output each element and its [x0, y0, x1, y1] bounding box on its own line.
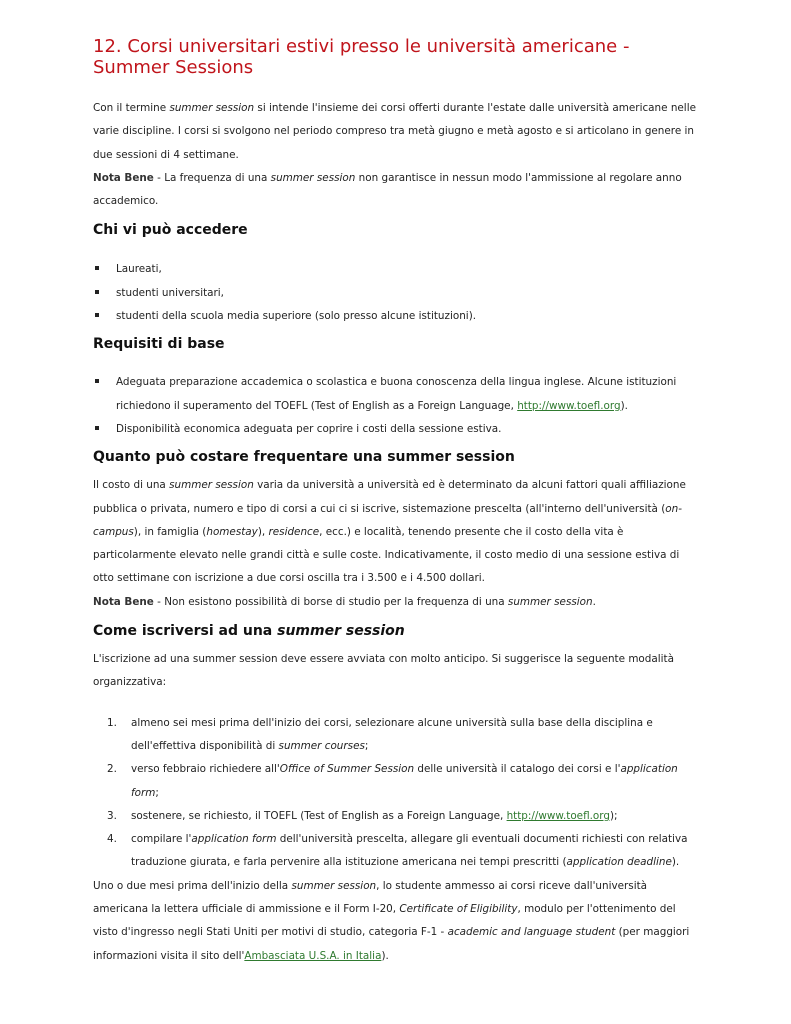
nota-bene-1: Nota Bene - La frequenza di una summer session non garantisce in nessun modo l'ammissione al regolare anno accademico. — [93, 171, 682, 208]
list-item: studenti della scuola media superiore (solo presso alcune istituzioni). — [93, 305, 701, 328]
heading-chi-vi-puo-accedere: Chi vi può accedere — [93, 222, 248, 239]
heading-costo: Quanto può costare frequentare una summer session — [93, 449, 515, 466]
embassy-link[interactable]: Ambasciata U.S.A. in Italia — [244, 949, 382, 962]
enrollment-steps — [93, 712, 701, 875]
list-item: studenti universitari, — [93, 282, 701, 305]
list-item: 4. compilare l'application form dell'università prescelta, allegare gli eventuali documenti richiesti con relativa traduzione giurata, e farla pervenire alla istituzione americana nei tempi prescritti (application deadline). — [107, 833, 688, 869]
closing-paragraph: Uno o due mesi prima dell'inizio della summer session, lo studente ammesso ai corsi riceve dall'università americana la lettera ufficiale di ammissione e il Form I-20, Certificate of Eligibility, modulo per l'ottenimento del visto d'ingresso negli Stati Uniti per motivi di studio, categoria F-1 - academic and language student (per maggiori informazioni visita il sito dell'Ambasciata U.S.A. in Italia). — [93, 879, 690, 962]
list-item: 3. sostenere, se richiesto, il TOEFL (Test of English as a Foreign Language, http://www.toefl.org); — [107, 809, 618, 822]
list-item: 2. verso febbraio richiedere all'Office of Summer Session delle università il catalogo dei corsi e l'application form; — [107, 763, 678, 799]
nota-bene-2: Nota Bene - Non esistono possibilità di borse di studio per la frequenza di una summer session. — [93, 595, 596, 608]
heading-come-iscriversi: Come iscriversi ad una summer session — [93, 623, 405, 640]
list-item: 1. almeno sei mesi prima dell'inizio dei corsi, selezionare alcune università sulla base della disciplina e dell'effettiva disponibilità di summer courses; — [107, 716, 653, 752]
toefl-link-2[interactable]: http://www.toefl.org — [506, 809, 610, 822]
enrollment-intro: L'iscrizione ad una summer session deve essere avviata con molto anticipo. Si suggerisce la seguente modalità organizzativa: — [93, 653, 674, 689]
document-page — [93, 36, 701, 968]
page-title: 12. Corsi universitari estivi presso le università americane - Summer Sessions — [93, 36, 630, 78]
requirements-list — [93, 371, 701, 441]
list-item: Laureati, — [93, 258, 701, 281]
intro-paragraph: Con il termine summer session si intende l'insieme dei corsi offerti durante l'estate dalle università americane nelle varie discipline. I corsi si svolgono nel periodo compreso tra metà giugno e metà agosto e si articolano in genere in due sessioni di 4 settimane. — [93, 102, 696, 161]
heading-requisiti-di-base: Requisiti di base — [93, 336, 225, 353]
toefl-link[interactable]: http://www.toefl.org — [517, 399, 621, 412]
list-item: Adeguata preparazione accademica o scolastica e buona conoscenza della lingua inglese. Alcune istituzioni richiedono il superamento del TOEFL (Test of English as a Foreign Language, http://www.toefl.org). — [93, 371, 701, 418]
list-item: Disponibilità economica adeguata per coprire i costi della sessione estiva. — [93, 418, 701, 441]
cost-paragraph: Il costo di una summer session varia da università a università ed è determinato da alcuni fattori quali affiliazione pubblica o privata, numero e tipo di corsi a cui ci si iscrive, sistemazione prescelta (all'interno dell'università (on-campus), in famiglia (homestay), residence, ecc.) e località, tenendo presente che il costo della vita è particolarmente elevato nelle grandi città e sulle coste. Indicativamente, il costo medio di una sessione estiva di otto settimane con iscrizione a due corsi oscilla tra i 3.500 e i 4.500 dollari. — [93, 479, 686, 585]
access-list — [93, 258, 701, 328]
